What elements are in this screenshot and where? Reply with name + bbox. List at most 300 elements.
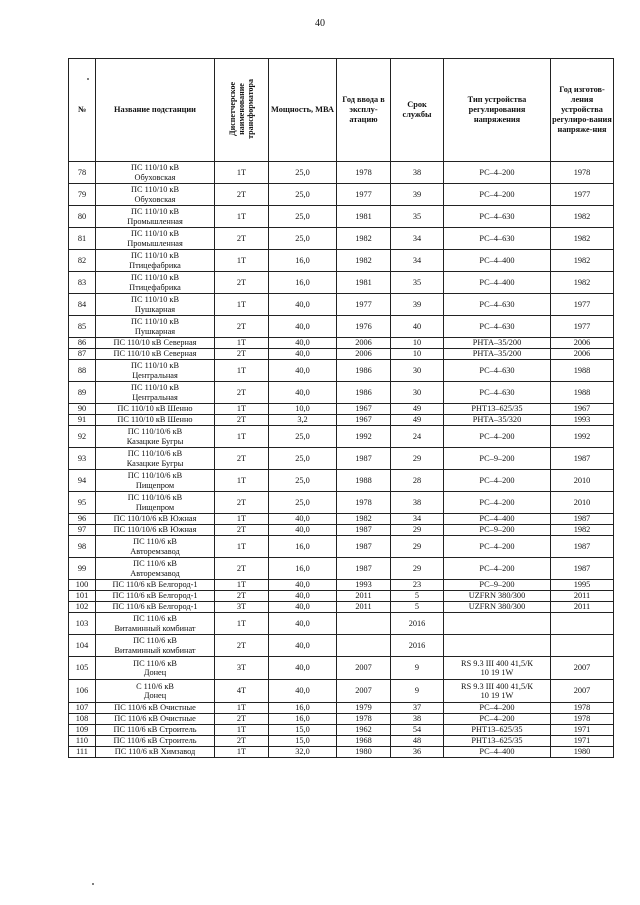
cell-year-commissioned: 1967 (337, 415, 391, 426)
cell-year-commissioned: 1968 (337, 736, 391, 747)
table-row (69, 747, 614, 758)
cell-power: 40,0 (269, 294, 337, 316)
cell-power: 3,2 (269, 415, 337, 426)
cell-power: 25,0 (269, 162, 337, 184)
cell-power: 25,0 (269, 448, 337, 470)
cell-regulator-year: 1977 (551, 184, 614, 206)
cell-service-life: 38 (391, 162, 444, 184)
cell-regulator-type: РС–4–400 (444, 250, 551, 272)
cell-service-life: 49 (391, 404, 444, 415)
cell-regulator-year: 1987 (551, 558, 614, 580)
cell-transformer: 2Т (215, 525, 269, 536)
cell-year-commissioned: 1977 (337, 184, 391, 206)
cell-service-life: 30 (391, 360, 444, 382)
cell-transformer: 1Т (215, 338, 269, 349)
cell-power: 40,0 (269, 338, 337, 349)
cell-regulator-year: 2011 (551, 602, 614, 613)
cell-year-commissioned: 2011 (337, 602, 391, 613)
cell-regulator-type: UZFRN 380/300 (444, 602, 551, 613)
cell-power: 16,0 (269, 714, 337, 725)
cell-num: 101 (69, 591, 96, 602)
cell-substation-name: ПС 110/10/6 кВ Пищепром (96, 470, 215, 492)
cell-regulator-type: РС–4–630 (444, 360, 551, 382)
cell-regulator-year: 1967 (551, 404, 614, 415)
cell-regulator-type: РС–4–400 (444, 514, 551, 525)
cell-regulator-type: РНТ13–625/35 (444, 404, 551, 415)
header-dispatch-line-2: наименование (237, 82, 246, 135)
cell-year-commissioned: 2007 (337, 657, 391, 680)
cell-regulator-year: 1980 (551, 747, 614, 758)
cell-substation-name: ПС 110/10 кВ Промышленная (96, 228, 215, 250)
cell-regulator-year: 1992 (551, 426, 614, 448)
cell-power: 15,0 (269, 736, 337, 747)
table-row (69, 558, 614, 580)
cell-substation-name: ПС 110/10/6 кВ Пищепром (96, 492, 215, 514)
cell-num: 95 (69, 492, 96, 514)
cell-transformer: 1Т (215, 580, 269, 591)
header-power: Мощность, МВА (269, 59, 337, 162)
cell-regulator-type: РС–9–200 (444, 448, 551, 470)
cell-regulator-type: UZFRN 380/300 (444, 591, 551, 602)
cell-substation-name: ПС 110/10/6 кВ Казацкие Бугры (96, 448, 215, 470)
cell-transformer: 1Т (215, 613, 269, 635)
cell-power: 16,0 (269, 558, 337, 580)
cell-service-life: 30 (391, 382, 444, 404)
cell-power: 40,0 (269, 349, 337, 360)
cell-num: 79 (69, 184, 96, 206)
cell-substation-name: ПС 110/10 кВ Северная (96, 349, 215, 360)
cell-regulator-year: 2006 (551, 349, 614, 360)
cell-service-life: 29 (391, 525, 444, 536)
cell-power: 25,0 (269, 206, 337, 228)
cell-service-life: 39 (391, 184, 444, 206)
cell-num: 99 (69, 558, 96, 580)
cell-substation-name: ПС 110/10 кВ Обуховская (96, 162, 215, 184)
table-row (69, 184, 614, 206)
cell-num: 96 (69, 514, 96, 525)
cell-year-commissioned: 1977 (337, 294, 391, 316)
table-row (69, 162, 614, 184)
cell-regulator-type: РС–4–200 (444, 162, 551, 184)
header-dispatch-text (228, 79, 255, 139)
cell-num: 110 (69, 736, 96, 747)
cell-service-life: 5 (391, 602, 444, 613)
header-dispatch-line-1: Диспетчерское (228, 81, 237, 136)
table-row (69, 714, 614, 725)
cell-num: 88 (69, 360, 96, 382)
cell-regulator-type: РС–4–200 (444, 470, 551, 492)
cell-regulator-year: 2011 (551, 591, 614, 602)
cell-num: 84 (69, 294, 96, 316)
cell-year-commissioned: 1986 (337, 360, 391, 382)
cell-num: 90 (69, 404, 96, 415)
cell-year-commissioned: 2011 (337, 591, 391, 602)
cell-transformer: 2Т (215, 349, 269, 360)
header-reg-year: Год изготов-ления устройства регулиро-вания напряже-ния (551, 59, 614, 162)
cell-regulator-year: 1982 (551, 250, 614, 272)
cell-power: 40,0 (269, 602, 337, 613)
cell-num: 91 (69, 415, 96, 426)
cell-transformer: 2Т (215, 591, 269, 602)
cell-regulator-type: РС–4–630 (444, 228, 551, 250)
cell-transformer: 2Т (215, 736, 269, 747)
cell-substation-name: ПС 110/6 кВ Авторемзавод (96, 536, 215, 558)
table-row (69, 591, 614, 602)
cell-year-commissioned: 2006 (337, 338, 391, 349)
cell-regulator-year: 1971 (551, 725, 614, 736)
cell-service-life: 10 (391, 338, 444, 349)
cell-substation-name: ПС 110/10 кВ Промышленная (96, 206, 215, 228)
cell-transformer: 3Т (215, 657, 269, 680)
cell-power: 16,0 (269, 703, 337, 714)
cell-regulator-year: 1987 (551, 536, 614, 558)
cell-service-life: 5 (391, 591, 444, 602)
cell-substation-name: ПС 110/10 кВ Шенно (96, 404, 215, 415)
cell-year-commissioned: 1978 (337, 492, 391, 514)
cell-transformer: 1Т (215, 426, 269, 448)
cell-power: 15,0 (269, 725, 337, 736)
cell-service-life: 38 (391, 714, 444, 725)
cell-transformer: 2Т (215, 272, 269, 294)
cell-year-commissioned: 1982 (337, 514, 391, 525)
cell-regulator-year: 2006 (551, 338, 614, 349)
cell-transformer: 2Т (215, 448, 269, 470)
cell-year-commissioned: 1987 (337, 525, 391, 536)
cell-regulator-year: 1982 (551, 206, 614, 228)
table-row (69, 492, 614, 514)
cell-substation-name: ПС 110/6 кВ Авторемзавод (96, 558, 215, 580)
cell-power: 25,0 (269, 184, 337, 206)
cell-transformer: 2Т (215, 714, 269, 725)
cell-regulator-type: РНТА–35/200 (444, 349, 551, 360)
cell-service-life: 34 (391, 250, 444, 272)
cell-transformer: 2Т (215, 635, 269, 657)
cell-year-commissioned: 1979 (337, 703, 391, 714)
cell-regulator-type: РНТ13–625/35 (444, 736, 551, 747)
cell-num: 85 (69, 316, 96, 338)
header-dispatch (215, 59, 269, 162)
cell-transformer: 1Т (215, 514, 269, 525)
cell-service-life: 9 (391, 680, 444, 703)
cell-regulator-year (551, 635, 614, 657)
table-row (69, 382, 614, 404)
cell-regulator-type: РС–4–630 (444, 316, 551, 338)
cell-year-commissioned: 1986 (337, 382, 391, 404)
cell-year-commissioned: 1978 (337, 714, 391, 725)
header-service: Срок службы (391, 59, 444, 162)
table-row (69, 635, 614, 657)
cell-year-commissioned: 2006 (337, 349, 391, 360)
cell-service-life: 9 (391, 657, 444, 680)
cell-service-life: 2016 (391, 613, 444, 635)
table-row (69, 736, 614, 747)
cell-num: 108 (69, 714, 96, 725)
cell-power: 16,0 (269, 272, 337, 294)
cell-year-commissioned: 1981 (337, 206, 391, 228)
cell-transformer: 2Т (215, 184, 269, 206)
cell-substation-name: ПС 110/6 кВ Строитель (96, 725, 215, 736)
cell-regulator-type: RS 9.3 III 400 41,5/К 10 19 1W (444, 680, 551, 703)
cell-regulator-year: 1977 (551, 316, 614, 338)
cell-power: 40,0 (269, 657, 337, 680)
cell-service-life: 49 (391, 415, 444, 426)
cell-service-life: 34 (391, 228, 444, 250)
table-row (69, 206, 614, 228)
cell-substation-name: ПС 110/10/6 кВ Южная (96, 514, 215, 525)
table-row (69, 448, 614, 470)
cell-num: 104 (69, 635, 96, 657)
table-row (69, 250, 614, 272)
table-row (69, 316, 614, 338)
header-reg-type: Тип устройства регулирования напряжения (444, 59, 551, 162)
transformer-table (68, 58, 614, 758)
cell-num: 106 (69, 680, 96, 703)
cell-transformer: 1Т (215, 360, 269, 382)
table-row (69, 602, 614, 613)
cell-regulator-type: РС–4–200 (444, 558, 551, 580)
cell-num: 107 (69, 703, 96, 714)
cell-year-commissioned: 1992 (337, 426, 391, 448)
cell-service-life: 23 (391, 580, 444, 591)
cell-substation-name: ПС 110/10 кВ Центральная (96, 382, 215, 404)
cell-power: 16,0 (269, 536, 337, 558)
table-row (69, 360, 614, 382)
cell-service-life: 35 (391, 206, 444, 228)
cell-transformer: 1Т (215, 250, 269, 272)
cell-num: 80 (69, 206, 96, 228)
cell-year-commissioned: 1993 (337, 580, 391, 591)
cell-service-life: 29 (391, 536, 444, 558)
cell-service-life: 29 (391, 448, 444, 470)
table-row (69, 426, 614, 448)
cell-transformer: 1Т (215, 162, 269, 184)
cell-regulator-year: 1978 (551, 703, 614, 714)
cell-num: 82 (69, 250, 96, 272)
table-row (69, 657, 614, 680)
cell-regulator-year: 1995 (551, 580, 614, 591)
table-row (69, 415, 614, 426)
cell-transformer: 2Т (215, 492, 269, 514)
cell-substation-name: ПС 110/6 кВ Витаминный комбинат (96, 635, 215, 657)
cell-service-life: 34 (391, 514, 444, 525)
cell-regulator-year: 2010 (551, 470, 614, 492)
cell-num: 87 (69, 349, 96, 360)
cell-num: 100 (69, 580, 96, 591)
cell-regulator-year: 2007 (551, 680, 614, 703)
cell-regulator-year: 1978 (551, 162, 614, 184)
cell-service-life: 2016 (391, 635, 444, 657)
cell-substation-name: ПС 110/10 кВ Центральная (96, 360, 215, 382)
cell-substation-name: ПС 110/10 кВ Обуховская (96, 184, 215, 206)
cell-power: 25,0 (269, 492, 337, 514)
cell-regulator-year: 1982 (551, 525, 614, 536)
table-row (69, 228, 614, 250)
cell-transformer: 3Т (215, 602, 269, 613)
cell-regulator-type (444, 613, 551, 635)
cell-substation-name: ПС 110/10 кВ Пушкарная (96, 294, 215, 316)
cell-power: 32,0 (269, 747, 337, 758)
cell-substation-name: ПС 110/6 кВ Строитель (96, 736, 215, 747)
cell-substation-name: ПС 110/10 кВ Шенно (96, 415, 215, 426)
cell-regulator-type: РС–4–200 (444, 536, 551, 558)
cell-service-life: 39 (391, 294, 444, 316)
cell-regulator-year: 1977 (551, 294, 614, 316)
cell-substation-name: ПС 110/6 кВ Очистные (96, 714, 215, 725)
table-row (69, 514, 614, 525)
cell-regulator-type: РНТ13–625/35 (444, 725, 551, 736)
cell-regulator-year: 1988 (551, 360, 614, 382)
header-name: Название подстанции (96, 59, 215, 162)
cell-power: 40,0 (269, 613, 337, 635)
cell-transformer: 2Т (215, 316, 269, 338)
cell-regulator-year: 1988 (551, 382, 614, 404)
cell-regulator-year: 1982 (551, 272, 614, 294)
header-dispatch-line-3: трансформатора (246, 78, 255, 139)
cell-transformer: 4Т (215, 680, 269, 703)
cell-num: 89 (69, 382, 96, 404)
cell-year-commissioned: 2007 (337, 680, 391, 703)
table-body (69, 162, 614, 758)
cell-substation-name: ПС 110/10 кВ Птицефабрика (96, 250, 215, 272)
cell-service-life: 40 (391, 316, 444, 338)
cell-transformer: 2Т (215, 382, 269, 404)
margin-dot (92, 883, 94, 885)
table-row (69, 613, 614, 635)
table-row (69, 349, 614, 360)
cell-substation-name: ПС 110/6 кВ Белгород-1 (96, 580, 215, 591)
cell-year-commissioned: 1982 (337, 228, 391, 250)
cell-power: 10,0 (269, 404, 337, 415)
cell-num: 98 (69, 536, 96, 558)
cell-num: 81 (69, 228, 96, 250)
cell-transformer: 1Т (215, 206, 269, 228)
cell-power: 40,0 (269, 591, 337, 602)
cell-num: 94 (69, 470, 96, 492)
cell-regulator-year: 1982 (551, 228, 614, 250)
cell-regulator-type: РС–9–200 (444, 580, 551, 591)
cell-substation-name: ПС 110/6 кВ Белгород-1 (96, 591, 215, 602)
cell-regulator-year: 1993 (551, 415, 614, 426)
cell-regulator-year: 1971 (551, 736, 614, 747)
cell-num: 111 (69, 747, 96, 758)
header-year-in: Год ввода в эксплу-атацию (337, 59, 391, 162)
cell-power: 25,0 (269, 426, 337, 448)
cell-service-life: 10 (391, 349, 444, 360)
cell-substation-name: ПС 110/10 кВ Пушкарная (96, 316, 215, 338)
cell-regulator-type: РС–4–200 (444, 426, 551, 448)
cell-transformer: 1Т (215, 404, 269, 415)
header-num: № (69, 59, 96, 162)
cell-service-life: 28 (391, 470, 444, 492)
cell-substation-name: ПС 110/6 кВ Химзавод (96, 747, 215, 758)
cell-regulator-year: 1978 (551, 714, 614, 725)
cell-transformer: 1Т (215, 747, 269, 758)
cell-regulator-type: РС–9–200 (444, 525, 551, 536)
cell-year-commissioned: 1988 (337, 470, 391, 492)
cell-service-life: 38 (391, 492, 444, 514)
table-row (69, 525, 614, 536)
cell-power: 40,0 (269, 514, 337, 525)
cell-substation-name: ПС 110/10 кВ Северная (96, 338, 215, 349)
cell-regulator-type: РС–4–200 (444, 492, 551, 514)
cell-regulator-type: РС–4–630 (444, 382, 551, 404)
cell-service-life: 37 (391, 703, 444, 714)
cell-num: 86 (69, 338, 96, 349)
cell-transformer: 1Т (215, 725, 269, 736)
cell-num: 97 (69, 525, 96, 536)
cell-power: 25,0 (269, 470, 337, 492)
cell-regulator-type (444, 635, 551, 657)
cell-year-commissioned: 1980 (337, 747, 391, 758)
cell-year-commissioned: 1981 (337, 272, 391, 294)
cell-num: 109 (69, 725, 96, 736)
cell-transformer: 1Т (215, 294, 269, 316)
cell-regulator-type: РНТА–35/200 (444, 338, 551, 349)
cell-transformer: 2Т (215, 228, 269, 250)
cell-num: 83 (69, 272, 96, 294)
cell-year-commissioned: 1962 (337, 725, 391, 736)
cell-substation-name: ПС 110/10/6 кВ Казацкие Бугры (96, 426, 215, 448)
cell-num: 92 (69, 426, 96, 448)
cell-transformer: 2Т (215, 558, 269, 580)
cell-power: 40,0 (269, 525, 337, 536)
table-row (69, 680, 614, 703)
cell-year-commissioned: 1987 (337, 448, 391, 470)
cell-year-commissioned (337, 613, 391, 635)
cell-year-commissioned: 1987 (337, 536, 391, 558)
cell-power: 16,0 (269, 250, 337, 272)
cell-power: 40,0 (269, 360, 337, 382)
cell-power: 40,0 (269, 680, 337, 703)
cell-regulator-year: 2010 (551, 492, 614, 514)
page-number: 40 (315, 18, 325, 29)
cell-power: 40,0 (269, 316, 337, 338)
table-row (69, 404, 614, 415)
table-row (69, 338, 614, 349)
cell-year-commissioned: 1967 (337, 404, 391, 415)
table-row (69, 580, 614, 591)
cell-regulator-type: RS 9.3 III 400 41,5/К 10 19 1W (444, 657, 551, 680)
cell-substation-name: ПС 110/6 кВ Очистные (96, 703, 215, 714)
cell-year-commissioned: 1978 (337, 162, 391, 184)
cell-power: 40,0 (269, 382, 337, 404)
cell-year-commissioned: 1982 (337, 250, 391, 272)
cell-year-commissioned: 1987 (337, 558, 391, 580)
cell-regulator-type: РНТА–35/320 (444, 415, 551, 426)
cell-regulator-year: 1987 (551, 448, 614, 470)
cell-num: 78 (69, 162, 96, 184)
cell-power: 40,0 (269, 635, 337, 657)
cell-regulator-type: РС–4–200 (444, 714, 551, 725)
table-row (69, 536, 614, 558)
cell-year-commissioned: 1976 (337, 316, 391, 338)
cell-regulator-type: РС–4–630 (444, 206, 551, 228)
cell-power: 40,0 (269, 580, 337, 591)
cell-service-life: 54 (391, 725, 444, 736)
cell-transformer: 1Т (215, 703, 269, 714)
cell-transformer: 2Т (215, 415, 269, 426)
table-row (69, 470, 614, 492)
cell-regulator-type: РС–4–200 (444, 184, 551, 206)
cell-num: 102 (69, 602, 96, 613)
cell-power: 25,0 (269, 228, 337, 250)
cell-service-life: 48 (391, 736, 444, 747)
cell-regulator-type: РС–4–630 (444, 294, 551, 316)
cell-regulator-type: РС–4–400 (444, 747, 551, 758)
cell-transformer: 1Т (215, 470, 269, 492)
cell-transformer: 1Т (215, 536, 269, 558)
cell-substation-name: ПС 110/6 кВ Донец (96, 657, 215, 680)
